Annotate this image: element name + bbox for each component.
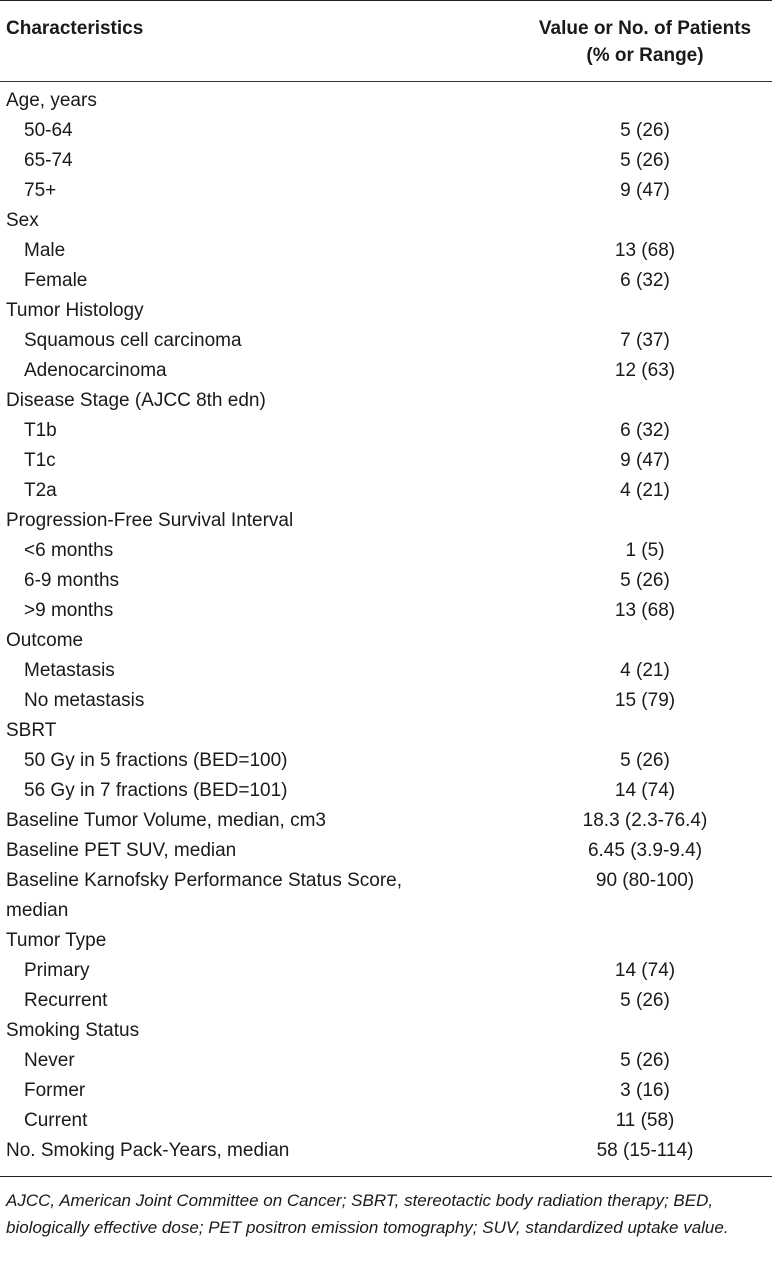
table-row xyxy=(0,566,772,596)
row-label: Primary xyxy=(24,960,90,981)
table-row xyxy=(0,146,772,176)
row-value: 5 (26) xyxy=(620,750,670,771)
row-label: 75+ xyxy=(24,180,57,201)
row-value: 5 (26) xyxy=(620,1050,670,1071)
table-row xyxy=(0,326,772,356)
table-footnote: AJCC, American Joint Committee on Cancer; SBRT, stereotactic body radiation therapy; BED, biologically effective dose; PET positron emission tomography; SUV, standardized uptake value. xyxy=(6,1191,729,1237)
row-label: Female xyxy=(24,270,88,291)
row-label: 56 Gy in 7 fractions (BED=101) xyxy=(24,780,288,801)
row-label: 65-74 xyxy=(24,150,73,171)
table-section-row xyxy=(0,386,772,416)
table-section-row xyxy=(0,506,772,536)
row-value: 9 (47) xyxy=(620,450,670,471)
table-row xyxy=(0,476,772,506)
row-label: Adenocarcinoma xyxy=(24,360,167,381)
table-section-row xyxy=(0,1016,772,1046)
row-value: 5 (26) xyxy=(620,990,670,1011)
row-label: Outcome xyxy=(6,630,84,651)
table-row xyxy=(0,596,772,626)
row-value: 5 (26) xyxy=(620,570,670,591)
row-label: Metastasis xyxy=(24,660,115,681)
row-label: Tumor Histology xyxy=(6,300,144,321)
header-value xyxy=(530,15,760,69)
row-value: 15 (79) xyxy=(614,690,676,711)
row-label: Recurrent xyxy=(24,990,108,1011)
table-header xyxy=(0,1,772,81)
row-label: Baseline Tumor Volume, median, cm3 xyxy=(6,810,326,831)
row-label: <6 months xyxy=(24,540,114,561)
row-label: Male xyxy=(24,240,66,261)
row-label: Never xyxy=(24,1050,75,1071)
header-value-line2: (% or Range) xyxy=(586,45,704,66)
row-value: 18.3 (2.3-76.4) xyxy=(582,810,708,831)
row-value: 9 (47) xyxy=(620,180,670,201)
table-section-row xyxy=(0,926,772,956)
row-label: Sex xyxy=(6,210,39,231)
row-label: 50 Gy in 5 fractions (BED=100) xyxy=(24,750,288,771)
row-label: No. Smoking Pack-Years, median xyxy=(6,1140,290,1161)
table-row xyxy=(0,866,772,926)
row-value: 12 (63) xyxy=(614,360,676,381)
row-value: 14 (74) xyxy=(614,780,676,801)
row-value: 3 (16) xyxy=(620,1080,670,1101)
row-label: Smoking Status xyxy=(6,1020,140,1041)
table-row xyxy=(0,956,772,986)
table-section-row xyxy=(0,716,772,746)
row-label: SBRT xyxy=(6,720,57,741)
table-row xyxy=(0,416,772,446)
row-value: 5 (26) xyxy=(620,120,670,141)
row-label: Former xyxy=(24,1080,86,1101)
row-value: 13 (68) xyxy=(614,240,676,261)
row-value: 6 (32) xyxy=(620,420,670,441)
row-label: T1b xyxy=(24,420,57,441)
table-row xyxy=(0,236,772,266)
row-label: T2a xyxy=(24,480,57,501)
row-label: Baseline PET SUV, median xyxy=(6,840,237,861)
table-row xyxy=(0,536,772,566)
table-row xyxy=(0,356,772,386)
table-row xyxy=(0,986,772,1016)
row-label: Current xyxy=(24,1110,88,1131)
row-value: 5 (26) xyxy=(620,150,670,171)
row-label: Baseline Karnofsky Performance Status Score, median xyxy=(6,870,403,921)
row-label: T1c xyxy=(24,450,56,471)
table-section-row xyxy=(0,626,772,656)
table-row xyxy=(0,656,772,686)
table-row xyxy=(0,1076,772,1106)
table-row xyxy=(0,1136,772,1166)
table-row xyxy=(0,176,772,206)
row-label: 50-64 xyxy=(24,120,73,141)
row-label: Tumor Type xyxy=(6,930,107,951)
row-value: 90 (80-100) xyxy=(595,870,695,891)
header-characteristics: Characteristics xyxy=(6,18,144,39)
row-label: Squamous cell carcinoma xyxy=(24,330,242,351)
table-row xyxy=(0,116,772,146)
header-value-line1: Value or No. of Patients xyxy=(538,18,752,39)
table-section-row xyxy=(0,86,772,116)
row-value: 4 (21) xyxy=(620,660,670,681)
table-row xyxy=(0,266,772,296)
row-label: 6-9 months xyxy=(24,570,120,591)
table-row xyxy=(0,446,772,476)
row-label: Disease Stage (AJCC 8th edn) xyxy=(6,390,266,411)
row-label: No metastasis xyxy=(24,690,145,711)
table-body xyxy=(0,82,772,1166)
row-value: 1 (5) xyxy=(625,540,665,561)
table-row xyxy=(0,1106,772,1136)
table-section-row xyxy=(0,206,772,236)
table-section-row xyxy=(0,296,772,326)
row-value: 6.45 (3.9-9.4) xyxy=(587,840,703,861)
table-row xyxy=(0,1046,772,1076)
row-value: 11 (58) xyxy=(615,1110,675,1131)
table-row xyxy=(0,686,772,716)
row-value: 58 (15-114) xyxy=(596,1140,694,1161)
table-row xyxy=(0,806,772,836)
row-label: Age, years xyxy=(6,90,97,111)
row-value: 13 (68) xyxy=(614,600,676,621)
row-value: 6 (32) xyxy=(620,270,670,291)
row-label: >9 months xyxy=(24,600,114,621)
table-row xyxy=(0,836,772,866)
row-value: 14 (74) xyxy=(614,960,676,981)
table-row xyxy=(0,776,772,806)
row-value: 7 (37) xyxy=(620,330,670,351)
row-label: Progression-Free Survival Interval xyxy=(6,510,294,531)
row-value: 4 (21) xyxy=(620,480,670,501)
table-row xyxy=(0,746,772,776)
